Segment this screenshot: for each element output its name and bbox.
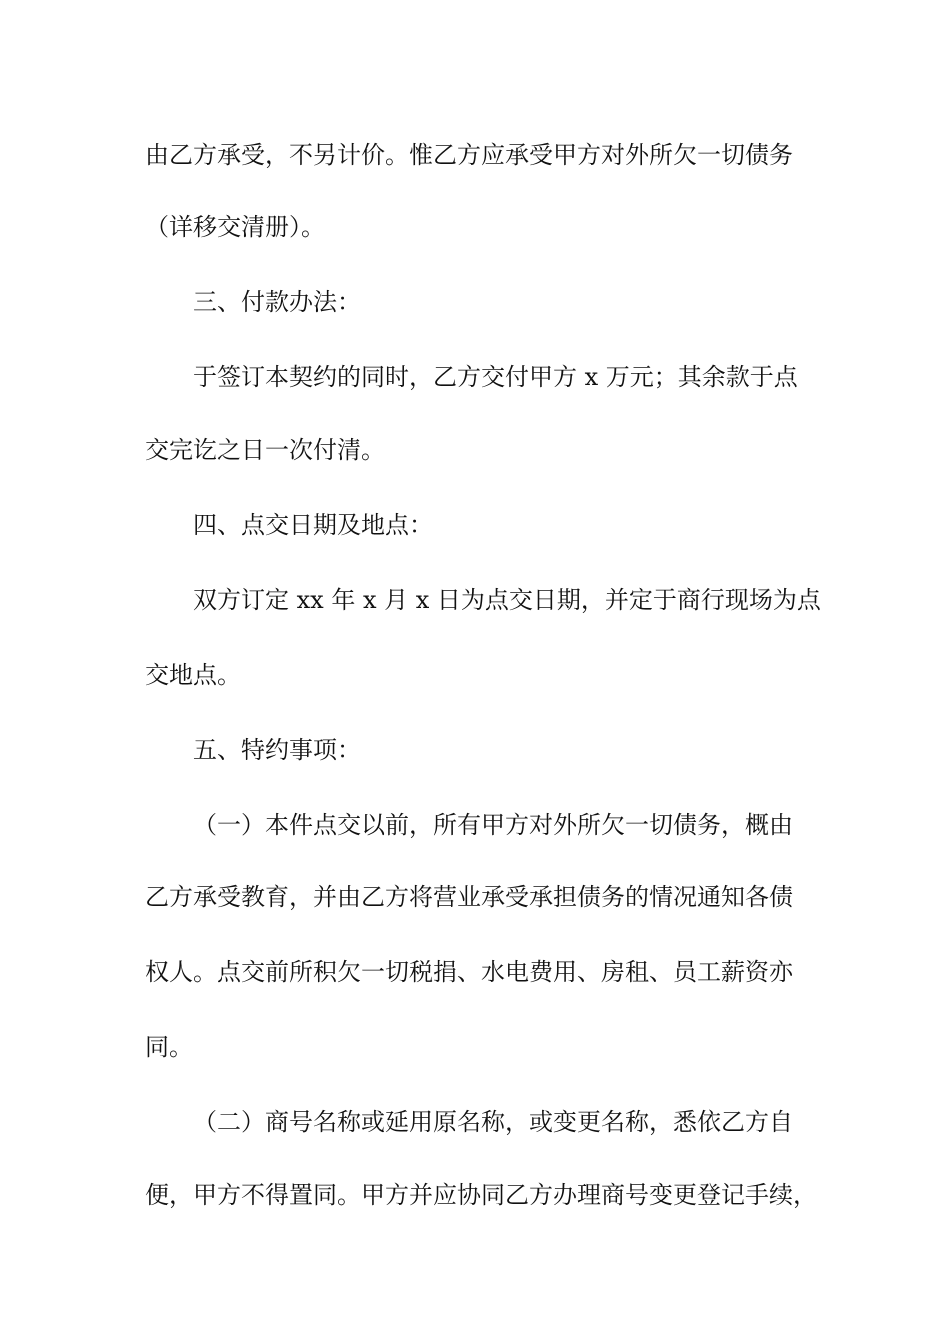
- paragraph-line: 乙方承受教育，并由乙方将营业承受承担债务的情况通知各债: [145, 883, 793, 911]
- paragraph-line: （二）商号名称或延用原名称，或变更名称，悉依乙方自: [193, 1108, 793, 1136]
- paragraph-line: 便，甲方不得置同。甲方并应协同乙方办理商号变更登记手续，: [145, 1181, 817, 1209]
- section-heading: 四、点交日期及地点：: [193, 511, 433, 539]
- paragraph-line: （详移交清册）。: [145, 213, 325, 241]
- paragraph-line: 交地点。: [145, 661, 241, 689]
- section-heading: 五、特约事项：: [193, 736, 361, 764]
- paragraph-line: 交完讫之日一次付清。: [145, 436, 385, 464]
- paragraph-line: 于签订本契约的同时，乙方交付甲方 x 万元；其余款于点: [193, 363, 798, 391]
- paragraph-line: 同。: [145, 1033, 193, 1061]
- paragraph-line: （一）本件点交以前，所有甲方对外所欠一切债务，概由: [193, 811, 793, 839]
- paragraph-line: 由乙方承受，不另计价。惟乙方应承受甲方对外所欠一切债务: [145, 141, 793, 169]
- paragraph-line: 权人。点交前所积欠一切税捐、水电费用、房租、员工薪资亦: [145, 958, 793, 986]
- section-heading: 三、付款办法：: [193, 288, 361, 316]
- paragraph-line: 双方订定 xx 年 x 月 x 日为点交日期，并定于商行现场为点: [193, 586, 821, 614]
